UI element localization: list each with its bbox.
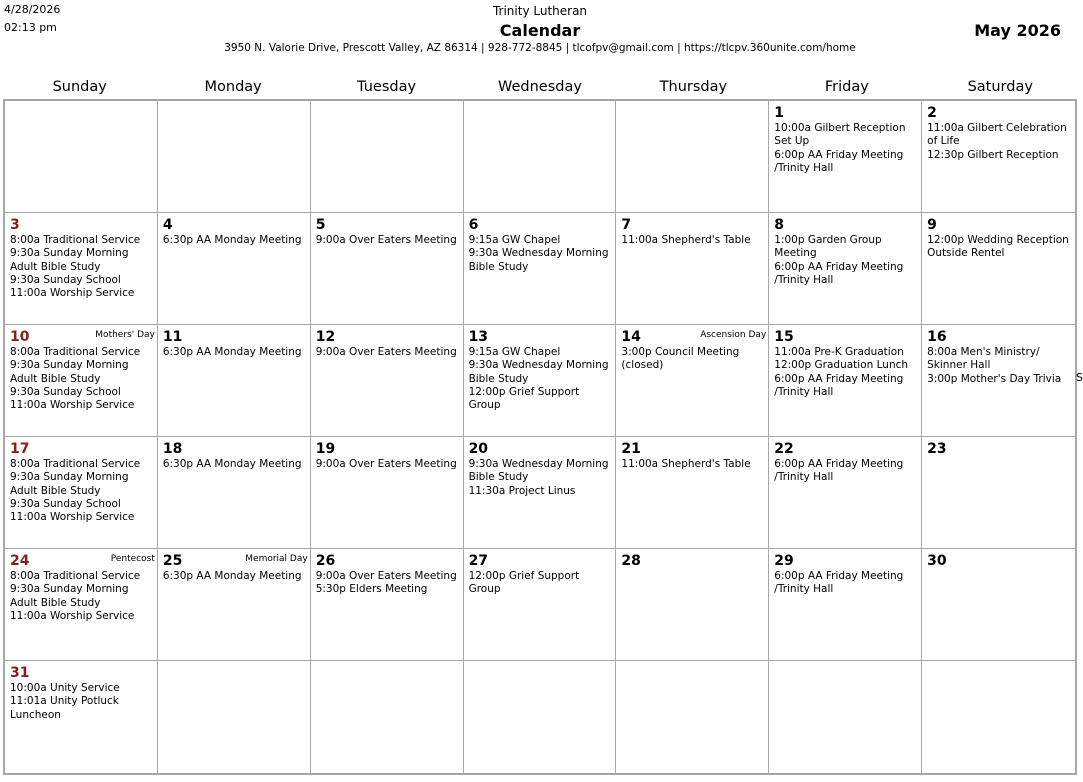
day-number: 4 bbox=[162, 217, 173, 233]
day-cell[interactable] bbox=[616, 437, 769, 549]
calendar-event[interactable]: 6:30p AA Monday Meeting bbox=[162, 458, 302, 470]
print-time: 02:13 pm bbox=[4, 21, 57, 34]
day-number: 29 bbox=[774, 553, 794, 569]
month-title: May 2026 bbox=[974, 21, 1061, 40]
calendar-event[interactable]: 8:00a Traditional Service bbox=[10, 234, 141, 246]
day-cell[interactable] bbox=[5, 325, 158, 437]
day-cell[interactable] bbox=[464, 325, 617, 437]
calendar-event[interactable]: 6:00p AA Friday Meeting /Trinity Hall bbox=[774, 260, 904, 286]
day-number: 8 bbox=[774, 217, 785, 233]
day-cell bbox=[616, 101, 769, 213]
day-cell[interactable] bbox=[311, 437, 464, 549]
day-number: 9 bbox=[927, 217, 937, 233]
calendar-event[interactable]: 9:00a Over Eaters Meeting bbox=[315, 234, 457, 246]
calendar-event[interactable]: 9:00a Over Eaters Meeting bbox=[315, 458, 457, 470]
day-cell[interactable] bbox=[769, 325, 922, 437]
calendar-event[interactable]: 6:00p AA Friday Meeting /Trinity Hall bbox=[774, 148, 904, 174]
day-cell[interactable] bbox=[922, 101, 1075, 213]
calendar-event[interactable]: 6:30p AA Monday Meeting bbox=[162, 570, 302, 582]
day-cell bbox=[616, 661, 769, 773]
page-title: Calendar bbox=[499, 21, 581, 40]
calendar-event[interactable]: 1:00p Garden Group Meeting bbox=[774, 234, 882, 260]
calendar-event[interactable]: 10:00a Gilbert Reception Set Up bbox=[774, 122, 906, 148]
calendar-event[interactable]: 11:00a Worship Service bbox=[10, 609, 135, 622]
day-number: 21 bbox=[621, 441, 641, 457]
calendar-event[interactable]: 12:30p Gilbert Reception bbox=[927, 148, 1059, 161]
print-date: 4/28/2026 bbox=[4, 3, 61, 16]
day-cell[interactable] bbox=[616, 213, 769, 325]
day-cell[interactable] bbox=[158, 549, 311, 661]
day-number: 31 bbox=[10, 665, 30, 681]
organization-name: Trinity Lutheran bbox=[492, 4, 588, 18]
day-number: 20 bbox=[468, 441, 489, 457]
day-cell bbox=[769, 661, 922, 773]
day-cell[interactable] bbox=[311, 325, 464, 437]
day-cell bbox=[311, 661, 464, 773]
day-number: 14 bbox=[621, 329, 641, 345]
holiday-label: Ascension Day bbox=[700, 330, 767, 340]
calendar-event[interactable]: 9:30a Sunday Morning Adult Bible Study bbox=[10, 583, 129, 609]
calendar-event[interactable]: 12:00p Grief Support Group bbox=[468, 570, 580, 596]
day-number: 3 bbox=[10, 217, 20, 233]
day-cell[interactable] bbox=[616, 325, 769, 437]
day-number: 7 bbox=[621, 217, 632, 233]
calendar-event[interactable]: 9:30a Sunday Morning Adult Bible Study bbox=[10, 359, 129, 385]
day-cell bbox=[5, 101, 158, 213]
weekday-label: Wednesday bbox=[498, 79, 582, 95]
day-number: 1 bbox=[774, 105, 785, 121]
calendar-event[interactable]: 9:30a Sunday Morning Adult Bible Study bbox=[10, 471, 129, 497]
day-cell[interactable] bbox=[158, 213, 311, 325]
holiday-label: Mothers' Day bbox=[95, 330, 155, 340]
weekday-label: Tuesday bbox=[357, 79, 417, 95]
day-number: 25 bbox=[162, 553, 183, 569]
day-cell[interactable] bbox=[769, 549, 922, 661]
calendar-grid bbox=[3, 99, 1077, 775]
day-cell[interactable] bbox=[922, 549, 1075, 661]
day-number: 2 bbox=[927, 105, 937, 121]
calendar-event[interactable]: 9:30a Sunday School bbox=[10, 273, 121, 286]
calendar-event[interactable]: 12:00p Grief Support Group bbox=[468, 385, 580, 412]
day-number: 13 bbox=[468, 329, 489, 345]
day-cell[interactable] bbox=[769, 437, 922, 549]
day-cell[interactable] bbox=[464, 213, 617, 325]
holiday-label: Pentecost bbox=[110, 554, 155, 564]
weekday-header bbox=[3, 79, 1077, 95]
calendar-event[interactable]: 9:15a GW Chapel bbox=[468, 346, 561, 358]
calendar-event[interactable]: 11:30a Project Linus bbox=[468, 484, 576, 497]
day-cell bbox=[311, 101, 464, 213]
weekday-label: Saturday bbox=[967, 79, 1033, 95]
weekday-label: Thursday bbox=[659, 79, 728, 95]
calendar-event[interactable]: 8:00a Men's Ministry/ Skinner Hall bbox=[927, 346, 1040, 372]
weekday-label: Monday bbox=[204, 79, 262, 95]
weekday-label: Friday bbox=[824, 79, 869, 95]
day-cell[interactable] bbox=[464, 437, 617, 549]
day-cell[interactable] bbox=[158, 325, 311, 437]
calendar-event[interactable]: 8:00a Traditional Service bbox=[10, 570, 141, 582]
day-cell[interactable] bbox=[5, 437, 158, 549]
day-cell[interactable] bbox=[311, 213, 464, 325]
calendar-event[interactable]: 9:00a Over Eaters Meeting bbox=[315, 346, 457, 358]
calendar-event[interactable]: 8:00a Traditional Service bbox=[10, 458, 141, 470]
day-cell bbox=[158, 661, 311, 773]
calendar-event[interactable]: 11:00a Worship Service bbox=[10, 511, 135, 524]
calendar-event[interactable]: 10:00a Unity Service bbox=[10, 682, 120, 694]
day-cell[interactable] bbox=[769, 213, 922, 325]
day-number: 12 bbox=[315, 329, 336, 345]
calendar-event[interactable]: 6:00p AA Friday Meeting /Trinity Hall bbox=[774, 570, 904, 596]
calendar-event[interactable]: 8:00a Traditional Service bbox=[10, 346, 141, 358]
day-cell bbox=[464, 101, 617, 213]
day-number: 5 bbox=[315, 217, 326, 233]
day-number: 11 bbox=[162, 329, 183, 345]
day-number: 10 bbox=[10, 329, 30, 345]
calendar-event[interactable]: 9:30a Sunday School bbox=[10, 385, 121, 398]
calendar-event[interactable]: 3:00p Mother's Day Trivia bbox=[927, 372, 1062, 385]
day-cell[interactable] bbox=[922, 325, 1075, 437]
calendar-event[interactable]: 3:00p Council Meeting (closed) bbox=[621, 346, 740, 372]
calendar-event[interactable]: 6:30p AA Monday Meeting bbox=[162, 346, 302, 358]
day-number: 24 bbox=[10, 553, 30, 569]
calendar-event[interactable]: 11:01a Unity Potluck Luncheon bbox=[10, 695, 119, 721]
day-cell[interactable] bbox=[5, 549, 158, 661]
day-number: 27 bbox=[468, 553, 489, 569]
day-number: 30 bbox=[927, 553, 947, 569]
calendar-event[interactable]: 9:30a Sunday School bbox=[10, 497, 121, 510]
calendar-event[interactable]: 9:30a Wednesday Morning Bible Study bbox=[468, 359, 609, 385]
calendar-event[interactable]: 11:00a Shepherd's Table bbox=[621, 234, 751, 246]
day-number: 23 bbox=[927, 441, 947, 457]
day-cell[interactable] bbox=[769, 101, 922, 213]
calendar-event[interactable]: 6:30p AA Monday Meeting bbox=[162, 234, 302, 246]
day-number: 22 bbox=[774, 441, 794, 457]
calendar-event[interactable]: 12:00p Wedding Reception Outside Rentel bbox=[927, 234, 1069, 260]
day-cell[interactable] bbox=[464, 549, 617, 661]
calendar-event[interactable]: 6:00p AA Friday Meeting /Trinity Hall bbox=[774, 458, 904, 484]
day-number: 17 bbox=[10, 441, 30, 457]
calendar-event[interactable]: 11:00a Worship Service bbox=[10, 287, 135, 300]
calendar-event[interactable]: 5:30p Elders Meeting bbox=[315, 583, 428, 596]
day-cell[interactable] bbox=[5, 213, 158, 325]
calendar-event[interactable]: 9:30a Sunday Morning Adult Bible Study bbox=[10, 247, 129, 273]
calendar-event[interactable]: 6:00p AA Friday Meeting /Trinity Hall bbox=[774, 372, 904, 398]
day-cell[interactable] bbox=[158, 437, 311, 549]
day-number: 6 bbox=[468, 217, 479, 233]
day-cell[interactable] bbox=[616, 549, 769, 661]
calendar-event[interactable]: 11:00a Shepherd's Table bbox=[621, 458, 751, 470]
calendar-event[interactable]: 9:15a GW Chapel bbox=[468, 234, 561, 246]
day-number: 19 bbox=[315, 441, 336, 457]
day-cell[interactable] bbox=[5, 661, 158, 773]
calendar-event[interactable]: 9:30a Wednesday Morning Bible Study bbox=[468, 247, 609, 273]
calendar-event[interactable]: 12:00p Graduation Lunch bbox=[774, 359, 909, 372]
day-number: 16 bbox=[927, 329, 947, 345]
holiday-label: Memorial Day bbox=[245, 554, 308, 564]
day-number: 28 bbox=[621, 553, 641, 569]
calendar-event[interactable]: 11:00a Worship Service bbox=[10, 399, 135, 412]
calendar-event[interactable]: 9:00a Over Eaters Meeting bbox=[315, 570, 457, 582]
day-cell[interactable] bbox=[922, 437, 1075, 549]
day-cell bbox=[922, 661, 1075, 773]
day-number: 26 bbox=[315, 553, 336, 569]
calendar-event[interactable]: 11:00a Gilbert Celebration of Life bbox=[927, 122, 1067, 148]
weekday-label: Sunday bbox=[52, 79, 107, 95]
day-cell[interactable] bbox=[311, 549, 464, 661]
calendar-event[interactable]: 9:30a Wednesday Morning Bible Study bbox=[468, 458, 609, 484]
calendar-event[interactable]: 11:00a Pre-K Graduation bbox=[774, 346, 904, 358]
day-number: 18 bbox=[162, 441, 183, 457]
day-cell bbox=[464, 661, 617, 773]
clipped-edge-text: S bbox=[1076, 371, 1083, 384]
day-cell[interactable] bbox=[922, 213, 1075, 325]
day-number: 15 bbox=[774, 329, 794, 345]
organization-address: 3950 N. Valorie Drive, Prescott Valley, AZ 86314 | 928-772-8845 | tlcofpv@gmail.com | https://tlcpv.360unite.com/home bbox=[224, 42, 856, 54]
day-cell bbox=[158, 101, 311, 213]
